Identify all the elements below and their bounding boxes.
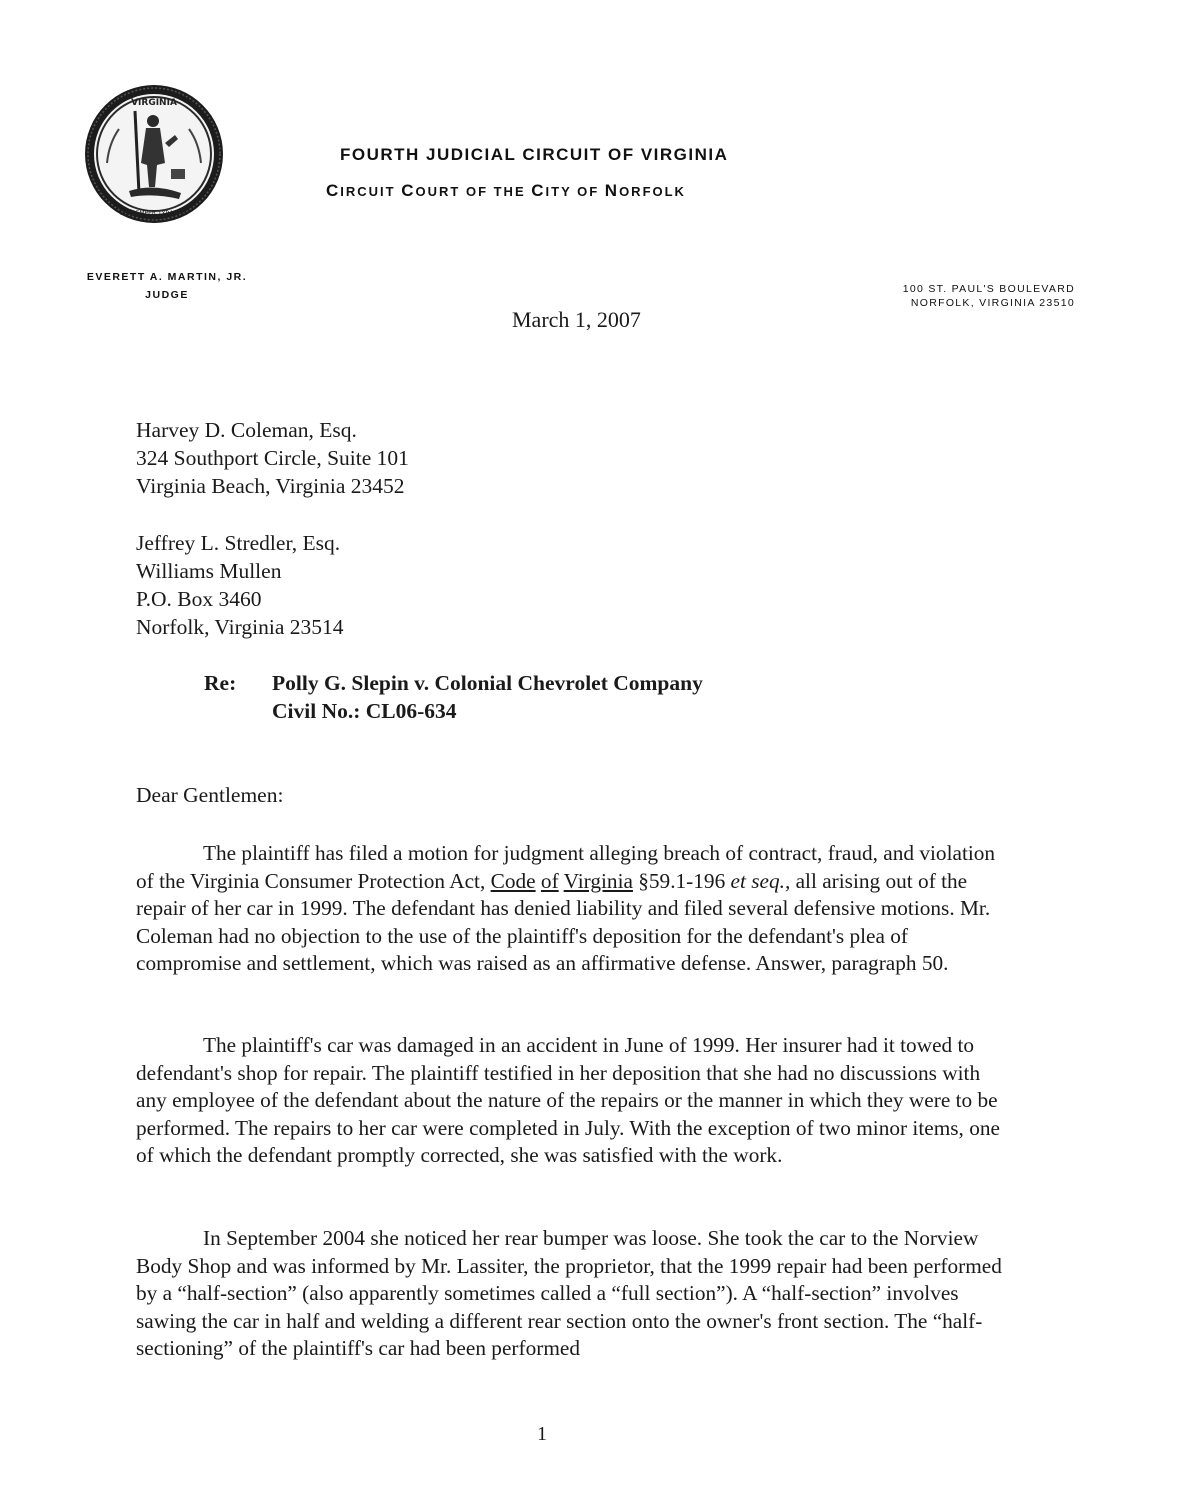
recipient-line: Virginia Beach, Virginia 23452 <box>136 474 405 498</box>
page-number: 1 <box>537 1423 547 1445</box>
svg-text:VIRGINIA: VIRGINIA <box>131 98 177 108</box>
recipient-line: Jeffrey L. Stredler, Esq. <box>136 531 341 555</box>
court-address <box>815 282 1075 310</box>
recipient-stredler <box>136 529 344 641</box>
recipient-line: Harvey D. Coleman, Esq. <box>136 418 357 442</box>
virginia-state-seal-icon <box>83 83 225 225</box>
paragraph-2: The plaintiff's car was damaged in an accident in June of 1999. Her insurer had it towed to defendant's shop for repair. The plaintiff testified in her deposition that she had no discussions with any employee of the defendant about the nature of the repairs or the manner in which they were to be performed. The repairs to her car were completed in July. With the exception of two minor items, one of which the defendant promptly corrected, she was satisfied with the work. <box>136 1033 1000 1167</box>
code-citation: Code <box>490 868 536 893</box>
recipient-line: P.O. Box 3460 <box>136 587 262 611</box>
court-subtitle: CIRCUIT COURT OF THE CITY OF NORFOLK <box>326 181 686 200</box>
judge-name: EVERETT A. MARTIN, JR. <box>86 271 248 283</box>
recipient-line: 324 Southport Circle, Suite 101 <box>136 446 409 470</box>
recipient-line: Norfolk, Virginia 23514 <box>136 615 344 639</box>
paragraph-3: In September 2004 she noticed her rear bumper was loose. She took the car to the Norview Body Shop and was informed by Mr. Lassiter, the proprietor, that the 1999 repair had been performed by a “half-section” (also apparently sometimes called a “full section”). A “half-section” involves sawing the car in half and welding a different rear section onto the owner's front section. The “half-sectioning” of the plaintiff's car had been performed <box>136 1226 1002 1360</box>
svg-text:SIC SEMPER TYRANNIS: SIC SEMPER TYRANNIS <box>120 210 188 217</box>
recipient-coleman <box>136 416 409 500</box>
court-title: FOURTH JUDICIAL CIRCUIT OF VIRGINIA <box>340 145 729 164</box>
address-line-2: NORFOLK, VIRGINIA 23510 <box>910 297 1075 309</box>
case-name: Polly G. Slepin v. Colonial Chevrolet Company <box>272 671 703 695</box>
recipient-line: Williams Mullen <box>136 559 282 583</box>
salutation: Dear Gentlemen: <box>136 783 284 807</box>
address-line-1: 100 ST. PAUL'S BOULEVARD <box>902 283 1075 295</box>
civil-number: Civil No.: CL06-634 <box>272 699 457 723</box>
judge-title: JUDGE <box>145 289 189 301</box>
letter-date: March 1, 2007 <box>512 307 641 332</box>
re-label: Re: <box>204 671 237 695</box>
paragraph-1: The plaintiff has filed a motion for judgment alleging breach of contract, fraud, and violation of the Virginia Consumer Protection Act, Code of Virginia §59.1-196 et seq., all arising out of the repair of her car in 1999. The defendant has denied liability and filed several defensive motions. Mr. Coleman had no objection to the use of the plaintiff's deposition for the defendant's plea of compromise and settlement, which was raised as an affirmative defense. Answer, paragraph 50. <box>136 841 996 975</box>
judge-block <box>57 268 277 304</box>
